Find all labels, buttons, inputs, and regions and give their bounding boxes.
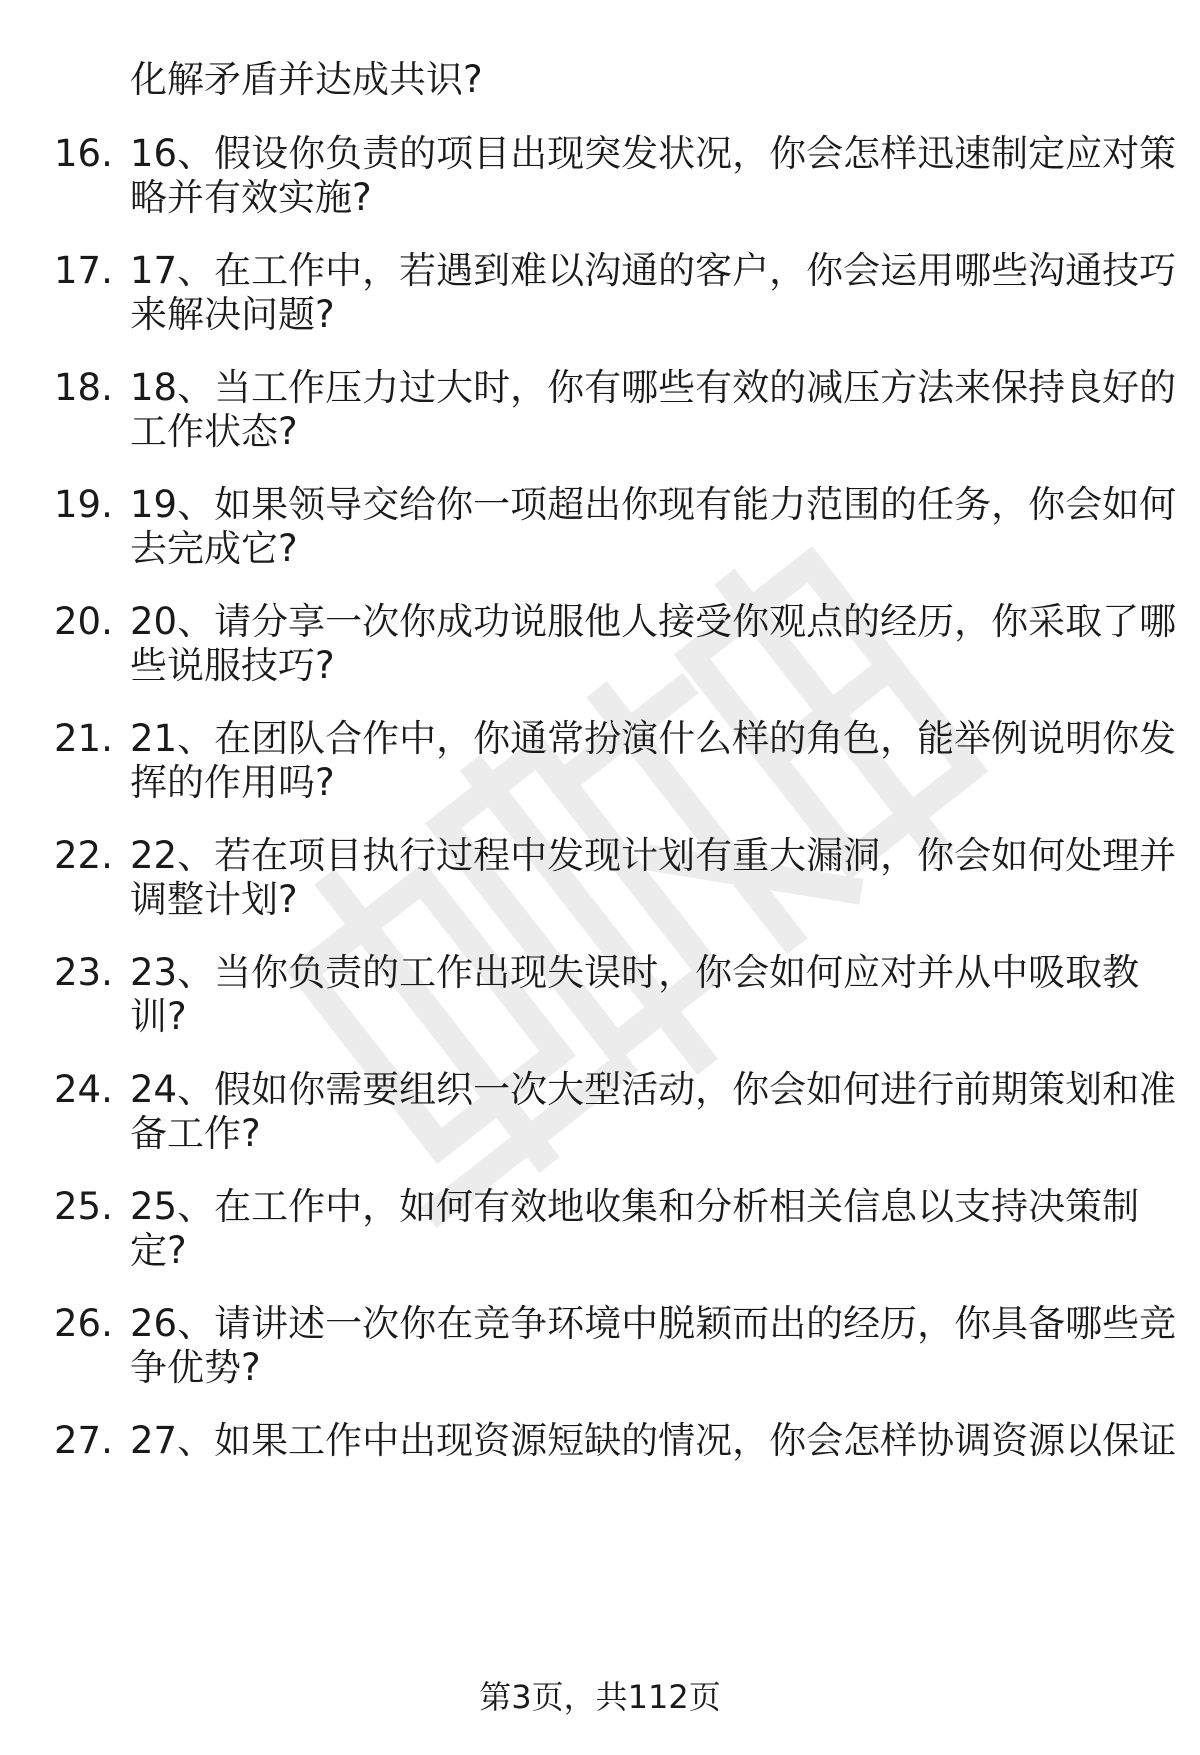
item-number: 22. bbox=[54, 834, 113, 877]
item-number: 20. bbox=[54, 600, 113, 643]
item-number: 19. bbox=[54, 483, 113, 526]
item-text-line1: 20、请分享一次你成功说服他人接受你观点的经历，你采取了哪 bbox=[130, 600, 1177, 643]
item-text-line1: 22、若在项目执行过程中发现计划有重大漏洞，你会如何处理并 bbox=[130, 834, 1177, 877]
item-number: 16. bbox=[54, 132, 113, 175]
item-number: 26. bbox=[54, 1302, 113, 1345]
item-text-line2: 来解决问题? bbox=[130, 293, 335, 336]
item-text-line2: 争优势? bbox=[130, 1346, 261, 1389]
item-text-line1: 19、如果领导交给你一项超出你现有能力范围的任务，你会如何 bbox=[130, 483, 1177, 526]
item-text-line1: 21、在团队合作中，你通常扮演什么样的角色，能举例说明你发 bbox=[130, 717, 1177, 760]
item-text-line2: 去完成它? bbox=[130, 527, 298, 570]
item-text-line2: 训? bbox=[130, 995, 187, 1038]
item-text-line2: 定? bbox=[130, 1229, 187, 1272]
item-text-line1: 23、当你负责的工作出现失误时，你会如何应对并从中吸取教 bbox=[130, 951, 1140, 994]
item-text-line2: 调整计划? bbox=[130, 878, 298, 921]
item-number: 27. bbox=[54, 1419, 113, 1462]
continuation-line: 化解矛盾并达成共识? bbox=[130, 58, 483, 101]
item-text-line1: 17、在工作中，若遇到难以沟通的客户，你会运用哪些沟通技巧 bbox=[130, 249, 1177, 292]
item-number: 25. bbox=[54, 1185, 113, 1228]
item-text-line2: 备工作? bbox=[130, 1112, 261, 1155]
item-text-line2: 挥的作用吗? bbox=[130, 761, 335, 804]
item-number: 18. bbox=[54, 366, 113, 409]
item-number: 23. bbox=[54, 951, 113, 994]
page-footer: 第3页，共112页 bbox=[479, 1678, 721, 1716]
item-text-line1: 25、在工作中，如何有效地收集和分析相关信息以支持决策制 bbox=[130, 1185, 1140, 1228]
item-number: 24. bbox=[54, 1068, 113, 1111]
item-text-line2: 些说服技巧? bbox=[130, 644, 335, 687]
item-text-line1: 27、如果工作中出现资源短缺的情况，你会怎样协调资源以保证 bbox=[130, 1419, 1177, 1462]
item-text-line1: 18、当工作压力过大时，你有哪些有效的减压方法来保持良好的 bbox=[130, 366, 1177, 409]
item-text-line1: 24、假如你需要组织一次大型活动，你会如何进行前期策划和准 bbox=[130, 1068, 1177, 1111]
item-number: 17. bbox=[54, 249, 113, 292]
item-text-line1: 16、假设你负责的项目出现突发状况，你会怎样迅速制定应对策 bbox=[130, 132, 1177, 175]
item-text-line2: 工作状态? bbox=[130, 410, 298, 453]
item-text-line2: 略并有效实施? bbox=[130, 176, 372, 219]
item-number: 21. bbox=[54, 717, 113, 760]
item-text-line1: 26、请讲述一次你在竞争环境中脱颖而出的经历，你具备哪些竞 bbox=[130, 1302, 1177, 1345]
